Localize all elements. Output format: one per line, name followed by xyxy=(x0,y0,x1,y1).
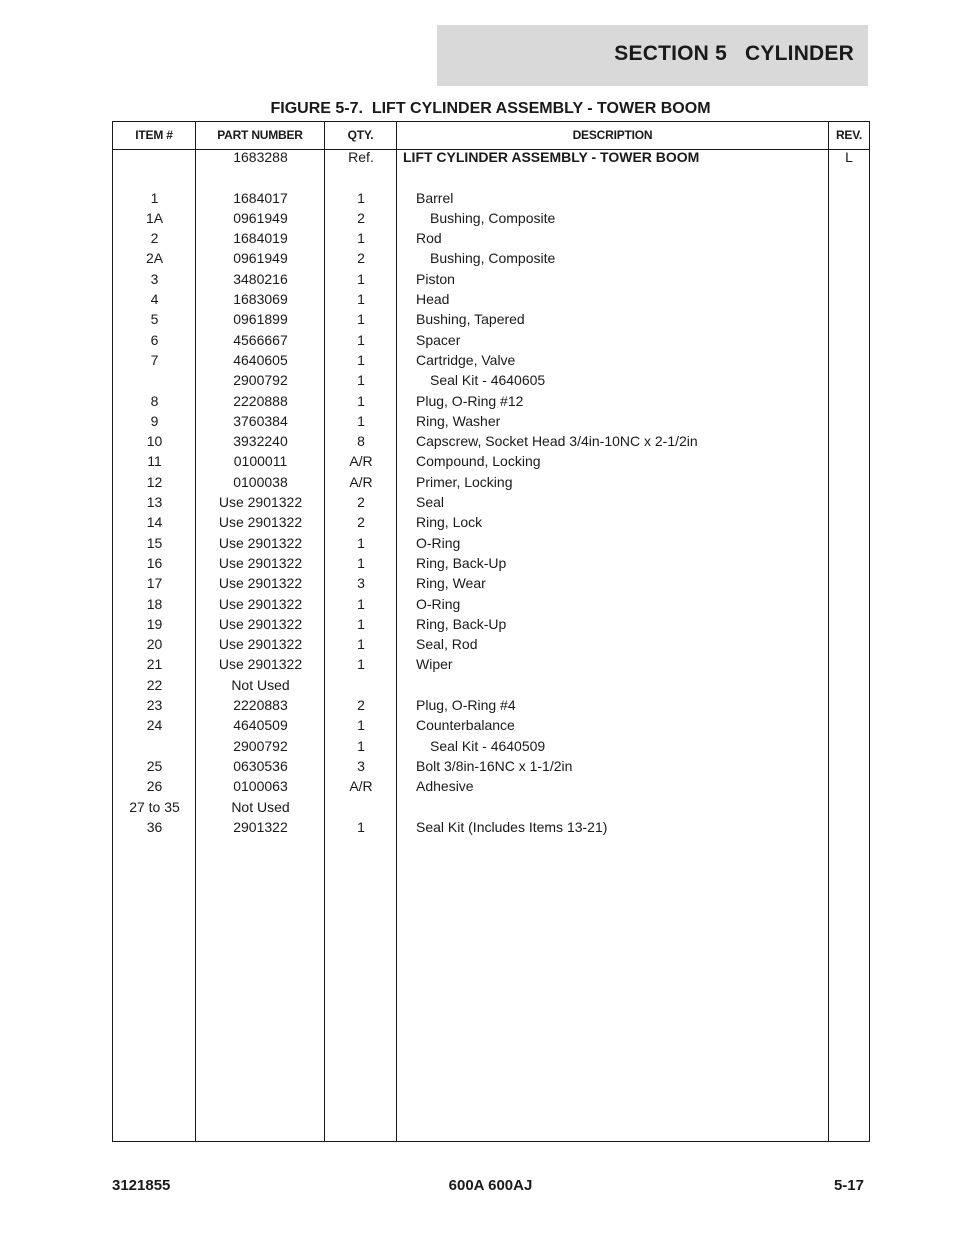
table-row xyxy=(113,472,869,492)
item-cell: 7 xyxy=(150,351,159,368)
item-cell: 5 xyxy=(150,311,159,328)
description-cell: Bushing, Composite xyxy=(430,250,556,267)
qty-cell: 2 xyxy=(357,514,365,531)
qty-cell: 1 xyxy=(357,554,365,571)
part-number-cell: 2900792 xyxy=(233,372,288,389)
description-cell: Seal xyxy=(416,494,445,511)
part-number-cell: 1684019 xyxy=(233,230,288,247)
item-cell: 3 xyxy=(150,270,159,287)
part-number-cell: 0961949 xyxy=(233,250,288,267)
table-row xyxy=(113,492,869,512)
footer-page-number: 5-17 xyxy=(833,1177,864,1194)
table-row xyxy=(113,634,869,654)
part-number-cell: 2901322 xyxy=(233,818,288,835)
qty-cell: 1 xyxy=(357,392,365,409)
item-cell: 15 xyxy=(146,534,163,551)
part-number-cell: 0100063 xyxy=(233,778,288,795)
description-cell: Seal, Rod xyxy=(416,636,478,653)
description-cell: Bushing, Tapered xyxy=(416,311,525,328)
description-cell: Bushing, Composite xyxy=(430,209,556,226)
part-number-cell: Use 2901322 xyxy=(218,636,303,653)
part-number-cell: 2220883 xyxy=(233,697,288,714)
item-cell: 12 xyxy=(146,473,163,490)
qty-cell: A/R xyxy=(349,473,373,490)
part-number-cell: 0961949 xyxy=(233,209,288,226)
table-row xyxy=(113,370,869,390)
qty-cell: 1 xyxy=(357,737,365,754)
item-cell: 8 xyxy=(150,392,159,409)
table-row xyxy=(113,594,869,614)
table-row xyxy=(113,695,869,715)
description-cell: LIFT CYLINDER ASSEMBLY - TOWER BOOM xyxy=(403,149,700,165)
description-cell: Counterbalance xyxy=(416,717,515,734)
item-cell: 16 xyxy=(146,554,163,571)
qty-cell: 1 xyxy=(357,595,365,612)
item-cell: 1 xyxy=(150,189,159,206)
qty-cell: 1 xyxy=(357,372,365,389)
part-number-cell: 0961899 xyxy=(233,311,288,328)
description-cell: Spacer xyxy=(416,331,461,348)
table-row xyxy=(113,350,869,370)
part-number-cell: Not Used xyxy=(231,798,290,815)
qty-cell: 1 xyxy=(357,270,365,287)
part-number-cell: Use 2901322 xyxy=(218,534,303,551)
item-cell: 19 xyxy=(146,615,163,632)
description-cell: Plug, O-Ring #4 xyxy=(416,697,516,714)
description-cell: Wiper xyxy=(416,656,453,673)
item-cell: 9 xyxy=(150,412,159,429)
section-banner xyxy=(437,25,868,86)
qty-cell: 1 xyxy=(357,412,365,429)
description-cell: O-Ring xyxy=(416,534,461,551)
table-row xyxy=(113,573,869,593)
qty-cell: 3 xyxy=(357,757,365,774)
description-cell: Ring, Back-Up xyxy=(416,554,507,571)
item-cell: 25 xyxy=(146,757,163,774)
qty-cell: A/R xyxy=(349,778,373,795)
table-row xyxy=(113,228,869,248)
qty-cell: 8 xyxy=(357,433,365,450)
description-cell: Cartridge, Valve xyxy=(416,351,516,368)
description-cell: Compound, Locking xyxy=(416,453,541,470)
item-cell: 2A xyxy=(145,250,164,267)
qty-cell: Ref. xyxy=(348,149,374,165)
table-row xyxy=(113,248,869,268)
table-row xyxy=(113,391,869,411)
table-row xyxy=(113,736,869,756)
item-cell: 23 xyxy=(146,697,163,714)
item-cell: 17 xyxy=(146,575,163,592)
description-cell: O-Ring xyxy=(416,595,461,612)
qty-cell: 3 xyxy=(357,575,365,592)
description-cell: Ring, Washer xyxy=(416,412,501,429)
part-number-cell: 1683069 xyxy=(233,291,288,308)
item-cell: 26 xyxy=(146,778,163,795)
description-cell: Seal Kit (Includes Items 13-21) xyxy=(416,818,608,835)
column-header-rev: REV. xyxy=(835,128,863,142)
table-row xyxy=(113,167,869,187)
qty-cell: 1 xyxy=(357,818,365,835)
description-cell: Ring, Wear xyxy=(416,575,486,592)
table-row xyxy=(113,330,869,350)
item-cell: 13 xyxy=(146,494,163,511)
item-cell: 10 xyxy=(146,433,163,450)
description-cell: Plug, O-Ring #12 xyxy=(416,392,524,409)
table-row xyxy=(113,797,869,817)
column-header-item: ITEM # xyxy=(135,128,173,142)
footer-document-number: 3121855 xyxy=(112,1177,171,1194)
item-cell: 11 xyxy=(147,453,162,470)
item-cell: 6 xyxy=(150,331,159,348)
figure-title: FIGURE 5-7. LIFT CYLINDER ASSEMBLY - TOWER BOOM xyxy=(270,100,711,117)
table-row xyxy=(113,715,869,735)
qty-cell: 2 xyxy=(357,697,365,714)
description-cell: Ring, Lock xyxy=(416,514,483,531)
part-number-cell: 2900792 xyxy=(233,737,288,754)
table-row xyxy=(113,512,869,532)
table-row xyxy=(113,147,869,167)
description-cell: Piston xyxy=(416,270,455,287)
table-row xyxy=(113,756,869,776)
item-cell: 2 xyxy=(150,230,159,247)
table-row xyxy=(113,614,869,634)
part-number-cell: Use 2901322 xyxy=(218,575,303,592)
qty-cell: A/R xyxy=(349,453,373,470)
part-number-cell: 3760384 xyxy=(233,412,288,429)
item-cell: 24 xyxy=(146,717,163,734)
part-number-cell: Use 2901322 xyxy=(218,656,303,673)
table-row xyxy=(113,553,869,573)
part-number-cell: 3932240 xyxy=(233,433,288,450)
part-number-cell: Use 2901322 xyxy=(218,514,303,531)
part-number-cell: Use 2901322 xyxy=(218,595,303,612)
part-number-cell: Use 2901322 xyxy=(218,494,303,511)
qty-cell: 2 xyxy=(357,250,365,267)
part-number-cell: 4640605 xyxy=(233,351,288,368)
table-row xyxy=(113,269,869,289)
qty-cell: 1 xyxy=(357,717,365,734)
item-cell: 20 xyxy=(146,636,163,653)
qty-cell: 1 xyxy=(357,311,365,328)
qty-cell: 1 xyxy=(357,534,365,551)
table-body xyxy=(113,147,869,837)
description-cell: Head xyxy=(416,291,450,308)
part-number-cell: 0630536 xyxy=(233,757,288,774)
item-cell: 14 xyxy=(146,514,163,531)
item-cell: 21 xyxy=(146,656,163,673)
parts-table xyxy=(112,121,870,1142)
qty-cell: 2 xyxy=(357,494,365,511)
item-cell: 18 xyxy=(146,595,163,612)
table-row xyxy=(113,431,869,451)
description-cell: Seal Kit - 4640509 xyxy=(430,737,546,754)
footer-model: 600A 600AJ xyxy=(448,1177,533,1194)
part-number-cell: 1683288 xyxy=(233,149,288,165)
qty-cell: 1 xyxy=(357,189,365,206)
table-row xyxy=(113,533,869,553)
table-row xyxy=(113,817,869,837)
description-cell: Adhesive xyxy=(416,778,474,795)
description-cell: Rod xyxy=(416,230,442,247)
table-row xyxy=(113,411,869,431)
qty-cell: 1 xyxy=(357,351,365,368)
part-number-cell: Use 2901322 xyxy=(218,554,303,571)
table-row xyxy=(113,208,869,228)
column-header-description: DESCRIPTION xyxy=(572,128,653,142)
description-cell: Seal Kit - 4640605 xyxy=(430,372,546,389)
item-cell: 1A xyxy=(145,209,164,226)
table-row xyxy=(113,654,869,674)
item-cell: 36 xyxy=(146,818,163,835)
part-number-cell: 0100038 xyxy=(233,473,288,490)
description-cell: Ring, Back-Up xyxy=(416,615,507,632)
rev-cell: L xyxy=(845,149,853,165)
part-number-cell: 1684017 xyxy=(233,189,288,206)
part-number-cell: Not Used xyxy=(231,676,290,693)
part-number-cell: 4640509 xyxy=(233,717,288,734)
section-title: SECTION 5 CYLINDER xyxy=(614,42,854,65)
qty-cell: 1 xyxy=(357,291,365,308)
qty-cell: 1 xyxy=(357,230,365,247)
qty-cell: 1 xyxy=(357,331,365,348)
table-row xyxy=(113,309,869,329)
description-cell: Bolt 3/8in-16NC x 1-1/2in xyxy=(416,757,573,774)
part-number-cell: 3480216 xyxy=(233,270,288,287)
column-header-part-number: PART NUMBER xyxy=(217,128,303,142)
qty-cell: 1 xyxy=(357,615,365,632)
part-number-cell: 0100011 xyxy=(233,453,288,470)
item-cell: 22 xyxy=(146,676,163,693)
qty-cell: 1 xyxy=(357,636,365,653)
part-number-cell: 2220888 xyxy=(233,392,288,409)
table-row xyxy=(113,776,869,796)
description-cell: Primer, Locking xyxy=(416,473,513,490)
item-cell: 27 to 35 xyxy=(129,798,180,815)
description-cell: Barrel xyxy=(416,189,454,206)
qty-cell: 1 xyxy=(357,656,365,673)
table-row xyxy=(113,289,869,309)
description-cell: Capscrew, Socket Head 3/4in-10NC x 2-1/2in xyxy=(416,433,698,450)
qty-cell: 2 xyxy=(357,209,365,226)
table-row xyxy=(113,188,869,208)
table-row xyxy=(113,451,869,471)
table-row xyxy=(113,675,869,695)
item-cell: 4 xyxy=(150,291,159,308)
part-number-cell: Use 2901322 xyxy=(218,615,303,632)
part-number-cell: 4566667 xyxy=(233,331,288,348)
column-header-qty: QTY. xyxy=(347,128,374,142)
